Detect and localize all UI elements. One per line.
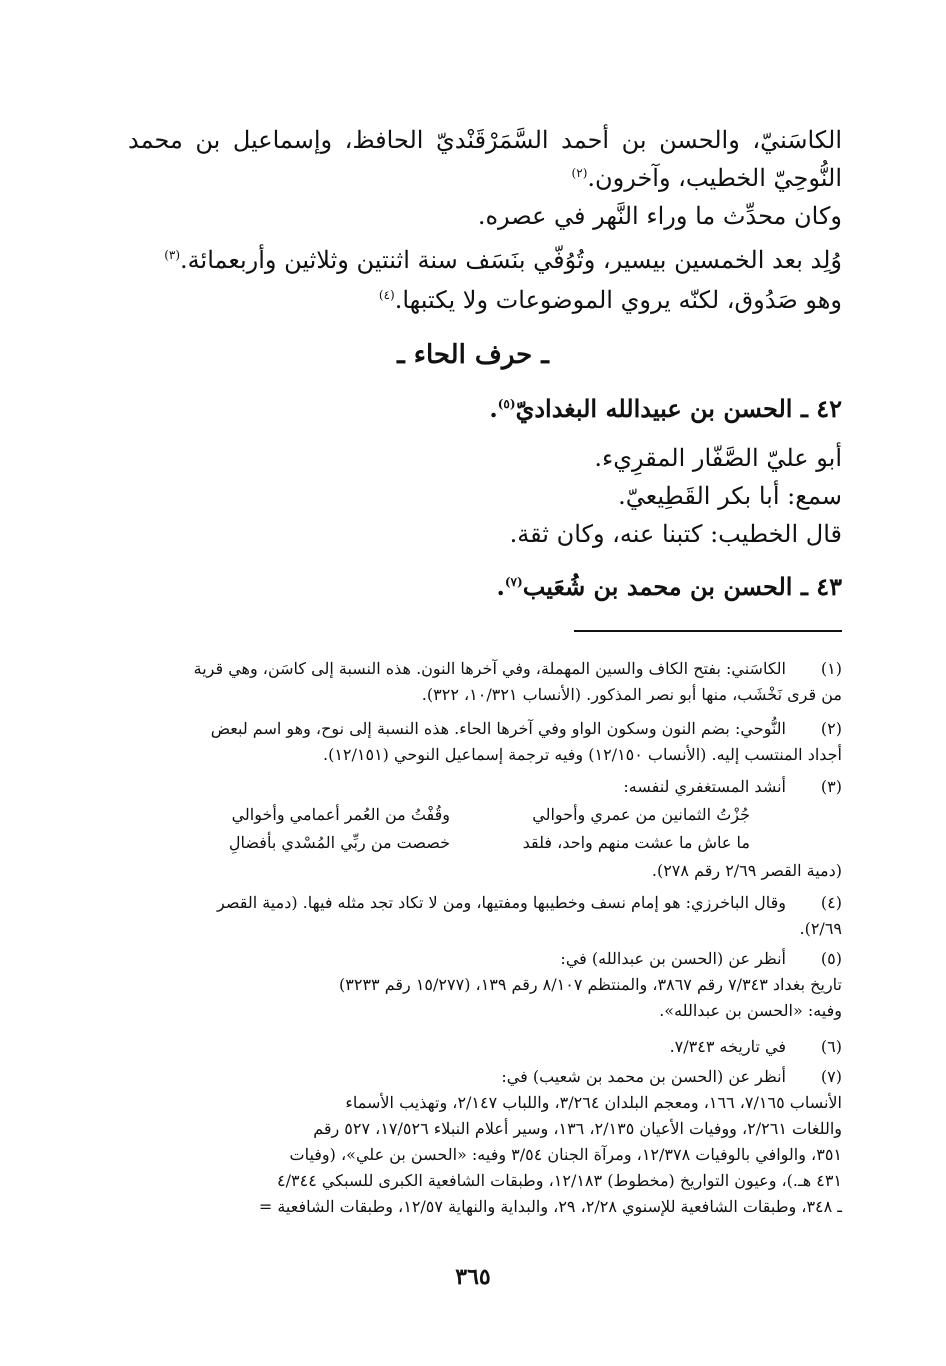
footnote-text: أجداد المنتسب إليه. (الأنساب ١٢/١٥٠) وفيه ترجمة إسماعيل النوحي (١٢/١٥١). bbox=[322, 745, 842, 764]
footnote-line bbox=[800, 916, 843, 942]
footnote-mark: (٣) bbox=[164, 248, 181, 262]
entry-42-line-3 bbox=[510, 518, 842, 552]
footnote-line bbox=[277, 1168, 842, 1194]
footnote-line bbox=[560, 946, 786, 972]
footnote-text: ٣٥١، والوافي بالوفيات ١٢/٣٧٨، ومرآة الجنان ٣/٥٤ وفيه: «الحسن بن علي»، (وفيات bbox=[289, 1145, 842, 1164]
footnote-line bbox=[128, 890, 786, 916]
footnote-6 bbox=[128, 1034, 842, 1060]
footnote-4 bbox=[128, 890, 842, 942]
footnote-text: ٤٣١ هـ.)، وعيون التواريخ (مخطوط) ١٢/١٨٣، وطبقات الشافعية الكبرى للسبكي ٤/٣٤٤ bbox=[277, 1171, 842, 1190]
footnote-text: النُّوحي: بضم النون وسكون الواو وفي آخرها الحاء. هذه النسبة إلى نوح، وهو اسم لبعض bbox=[210, 719, 786, 738]
body-line-5-text: وهو صَدُوق، لكنّه يروي الموضوعات ولا يكتبها. bbox=[394, 286, 842, 314]
verse-2-first-hemistich: ما عاش ما عشت منهم واحد، فلقد bbox=[522, 833, 750, 852]
entry-42-title-text: ٤٢ ـ الحسن بن عبيدالله البغداديّ bbox=[515, 394, 842, 423]
body-line-2-text: النُّوحِيّ الخطيب، وآخرون. bbox=[587, 164, 842, 192]
footnote-text: أنظر عن (الحسن بن عبدالله) في: bbox=[560, 949, 786, 968]
footnote-text: تاريخ بغداد ٧/٣٤٣ رقم ٣٨٦٧، والمنتظم ٨/١٠٧ رقم ١٣٩، (١٥/٢٧٧ رقم ٣٢٣٣) bbox=[339, 975, 842, 994]
footnote-text: ـ ٣٤٨، وطبقات الشافعية للإسنوي ٢/٢٨، ٢٩، والبداية والنهاية ١٢/٥٧، وطبقات الشافعية = bbox=[258, 1197, 842, 1216]
footnote-number: (١) bbox=[820, 659, 842, 678]
footnote-line bbox=[339, 972, 842, 998]
entry-42-line-3-text: قال الخطيب: كتبنا عنه، وكان ثقة. bbox=[509, 520, 842, 548]
entry-42-title: ٤٢ ـ الحسن بن عبيدالله البغداديّ$^{(٥)}$. bbox=[489, 394, 842, 423]
entry-42-line-2-text: سمع: أبا بكر القَطِيعيّ. bbox=[618, 482, 842, 510]
footnote-line bbox=[652, 858, 842, 884]
body-line-4 bbox=[164, 244, 842, 278]
body-line-3 bbox=[478, 200, 842, 234]
entry-42-line-2 bbox=[618, 480, 842, 514]
footnote-number: (٧) bbox=[820, 1067, 842, 1086]
footnote-text: وفيه: «الحسن بن عبدالله». bbox=[659, 1001, 842, 1020]
footnote-mark: (٤) bbox=[378, 288, 395, 302]
footnote-text: أنظر عن (الحسن بن محمد بن شعيب) في: bbox=[501, 1067, 786, 1086]
footnote-number: (٦) bbox=[820, 1037, 842, 1056]
footnote-line bbox=[128, 716, 786, 742]
footnote-text: في تاريخه ٧/٣٤٣. bbox=[669, 1037, 786, 1056]
footnote-text: (دمية القصر ٢/٦٩ رقم ٢٧٨). bbox=[651, 861, 842, 880]
footnote-1 bbox=[128, 656, 842, 708]
body-line-5 bbox=[379, 284, 842, 318]
verse-2-second-hemistich: خصصت من ربِّي المُسْدي بأفضالِ bbox=[228, 833, 450, 852]
footnote-text: الأنساب ٧/١٦٥، ١٦٦، ومعجم البلدان ٣/٢٦٤، واللباب ٢/١٤٧، وتهذيب الأسماء bbox=[345, 1093, 842, 1112]
body-line-3-text: وكان محدِّث ما وراء النَّهر في عصره. bbox=[477, 202, 842, 230]
footnote-line bbox=[422, 682, 842, 708]
footnote-line bbox=[259, 1194, 842, 1220]
footnote-line bbox=[623, 774, 786, 800]
footnote-line bbox=[290, 1142, 842, 1168]
footnote-line bbox=[345, 1090, 842, 1116]
footnote-text: الكاسَني: بفتح الكاف والسين المهملة، وفي آخرها النون. هذه النسبة إلى كاسَن، وهي قرية bbox=[193, 659, 786, 678]
footnote-mark: (٧) bbox=[504, 575, 523, 589]
page-number: ٣٦٥ bbox=[455, 1264, 491, 1290]
footnote-5 bbox=[128, 946, 842, 1026]
footnote-line bbox=[659, 998, 842, 1024]
body-line-2 bbox=[572, 162, 842, 196]
entry-43-title-text: ٤٣ ـ الحسن بن محمد بن شُعَيب bbox=[522, 572, 842, 601]
footnote-number: (٣) bbox=[820, 777, 842, 796]
footnote-line bbox=[501, 1064, 786, 1090]
entry-43-title: ٤٣ ـ الحسن بن محمد بن شُعَيب$^{(٧)}$. bbox=[496, 572, 842, 601]
body-line-1-text: الكاسَنيّ، والحسن بن أحمد السَّمَرْقَنْديّ الحافظ، وإسماعيل بن محمد bbox=[128, 126, 842, 154]
footnote-text: وقال الباخرزي: هو إمام نسف وخطيبها ومفتيها، ومن لا تكاد تجد مثله فيها. (دمية القصر bbox=[217, 893, 786, 912]
footnote-number: (٤) bbox=[820, 893, 842, 912]
footnote-mark: (٥) bbox=[497, 397, 516, 411]
verse-1-second-hemistich: وقُفْتُ من العُمر أعمامي وأخوالي bbox=[231, 805, 450, 824]
entry-42-line-1-text: أبو عليّ الصَّفّار المقرِيء. bbox=[594, 444, 842, 472]
footnote-line bbox=[670, 1034, 786, 1060]
footnote-line bbox=[128, 656, 786, 682]
footnote-2 bbox=[128, 716, 842, 768]
footnote-mark: (٢) bbox=[571, 166, 588, 180]
footnote-line bbox=[313, 1116, 842, 1142]
footnote-number: (٢) bbox=[820, 719, 842, 738]
body-line-1 bbox=[128, 124, 842, 158]
footnote-line bbox=[323, 742, 842, 768]
verse-1-first-hemistich: جُزْتُ الثمانين من عمري وأحوالي bbox=[532, 805, 750, 824]
footnote-3 bbox=[128, 774, 842, 884]
footnote-number: (٥) bbox=[820, 949, 842, 968]
footnote-text: ٢/٦٩). bbox=[799, 919, 842, 938]
footnote-text: من قرى نَخْشَب، منها أبو نصر المذكور. (الأنساب ١٠/٣٢١، ٣٢٢). bbox=[421, 685, 842, 704]
footnote-text: أنشد المستغفري لنفسه: bbox=[623, 777, 786, 796]
section-heading: ـ حرف الحاء ـ bbox=[397, 340, 549, 370]
entry-42-line-1 bbox=[594, 442, 842, 476]
footnote-separator bbox=[574, 630, 842, 632]
footnote-text: واللغات ٢/٢٦١، ووفيات الأعيان ٢/١٣٥، ١٣٦، وسير أعلام النبلاء ١٧/٥٢٦، ٥٢٧ رقم bbox=[313, 1119, 842, 1138]
body-line-4-text: وُلِد بعد الخمسين بيسير، وتُوُفّي بنَسَف سنة اثنتين وثلاثين وأربعمائة. bbox=[180, 246, 842, 274]
footnote-7 bbox=[128, 1064, 842, 1224]
